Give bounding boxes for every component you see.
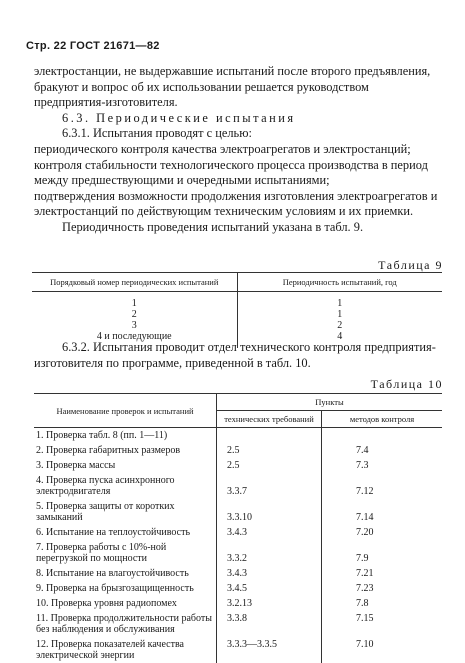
section-6-3-2: 6.3.2. Испытания проводит отдел технического контроля предприятия-изготовителя по программе, приведенной в табл. 10.	[34, 340, 436, 370]
body-text-mid	[34, 340, 438, 371]
row-req: 3.3.10	[217, 499, 322, 525]
row-name: 6. Испытание на теплоустойчивость	[34, 525, 217, 540]
table-9-cell: 4	[337, 331, 343, 342]
table-row	[34, 458, 442, 473]
table-10-col2-header: технических требований	[217, 411, 322, 428]
table-row	[34, 581, 442, 596]
row-req: 3.3.3—3.3.5	[217, 637, 322, 663]
row-name: 1. Проверка табл. 8 (пп. 1—11)	[34, 428, 217, 444]
row-name: 8. Испытание на влагоустойчивость	[34, 566, 217, 581]
row-req: 2.5	[217, 443, 322, 458]
row-req	[217, 428, 322, 444]
row-method: 7.12	[356, 486, 374, 497]
table-9-cell: 3	[32, 320, 237, 331]
table-row	[34, 566, 442, 581]
table-9-col2-header: Периодичность испытаний, год	[237, 273, 442, 292]
row-name: 10. Проверка уровня радиопомех	[34, 596, 217, 611]
table-9-cell: 4 и последующие	[32, 331, 237, 348]
row-name: 2. Проверка габаритных размеров	[34, 443, 217, 458]
table-10-col1-header: Наименование проверок и испытаний	[34, 394, 217, 428]
row-req: 3.4.3	[217, 525, 322, 540]
table-10-group-header: Пункты	[217, 394, 443, 411]
table-9-cell: 1	[337, 309, 343, 320]
periodicity-sentence: Периодичность проведения испытаний указана в табл. 9.	[62, 219, 364, 234]
table-9-cell: 2	[32, 309, 237, 320]
row-method: 7.23	[356, 583, 374, 594]
row-req: 2.5	[217, 458, 322, 473]
row-req: 3.4.3	[217, 566, 322, 581]
section-6-3-1: 6.3.1. Испытания проводят с целью:	[62, 126, 252, 141]
table-9-col1-header: Порядковый номер периодических испытаний	[32, 273, 237, 292]
row-name: 3. Проверка массы	[34, 458, 217, 473]
row-method: 7.20	[356, 527, 374, 538]
table-row	[34, 525, 442, 540]
section-6-3-heading: 6.3. Периодические испытания	[62, 110, 296, 125]
aim-2: контроля стабильности технологического процесса производства в период между предшествующими и очередными испытаниями;	[34, 157, 428, 188]
row-req: 3.2.13	[217, 596, 322, 611]
row-name: 7. Проверка работы с 10%-ной перегрузкой по мощности	[34, 540, 217, 566]
row-method	[322, 428, 443, 444]
row-req: 3.3.8	[217, 611, 322, 637]
paragraph-continuation: электростанции, не выдержавшие испытаний после второго предъявления, бракуют и вопрос об их использовании решается руководством предприятия-изготовителя.	[34, 64, 431, 110]
row-name: 4. Проверка пуска асинхронного электродвигателя	[34, 473, 217, 499]
row-method: 7.8	[356, 598, 369, 609]
row-name: 11. Проверка продолжительности работы без наблюдения и обслуживания	[34, 611, 217, 637]
row-method: 7.3	[356, 460, 369, 471]
row-method: 7.21	[356, 568, 374, 579]
table-row	[34, 443, 442, 458]
table-row	[34, 596, 442, 611]
table-row	[34, 611, 442, 637]
row-method: 7.4	[356, 445, 369, 456]
table-9-cell: 1	[337, 298, 343, 309]
row-name: 5. Проверка защиты от коротких замыканий	[34, 499, 217, 525]
row-method: 7.15	[356, 613, 374, 624]
table-row	[34, 499, 442, 525]
row-method: 7.14	[356, 512, 374, 523]
table-row	[34, 540, 442, 566]
table-row	[34, 473, 442, 499]
row-method: 7.9	[356, 553, 369, 564]
row-req: 3.4.5	[217, 581, 322, 596]
row-name: 9. Проверка на брызгозащищенность	[34, 581, 217, 596]
row-method: 7.10	[356, 639, 374, 650]
table-10-col3-header: методов контроля	[322, 411, 443, 428]
row-name: 12. Проверка показателей качества электрической энергии	[34, 637, 217, 663]
body-text-top	[34, 64, 438, 236]
table-10-caption: Таблица 10	[370, 377, 443, 391]
aim-3: подтверждения возможности продолжения изготовления электроагрегатов и электростанций по действующим техническим условиям и их приемки.	[34, 188, 438, 219]
table-row	[34, 637, 442, 663]
row-req: 3.3.7	[217, 473, 322, 499]
table-9	[32, 272, 442, 348]
table-9-cell: 1	[32, 292, 237, 310]
row-req: 3.3.2	[217, 540, 322, 566]
aim-1: периодического контроля качества электроагрегатов и электростанций;	[34, 141, 411, 156]
table-row	[34, 428, 442, 444]
table-9-caption: Таблица 9	[378, 258, 443, 272]
table-10	[34, 393, 442, 663]
page-header: Стр. 22 ГОСТ 21671—82	[26, 40, 160, 52]
table-9-cell: 2	[337, 320, 343, 331]
